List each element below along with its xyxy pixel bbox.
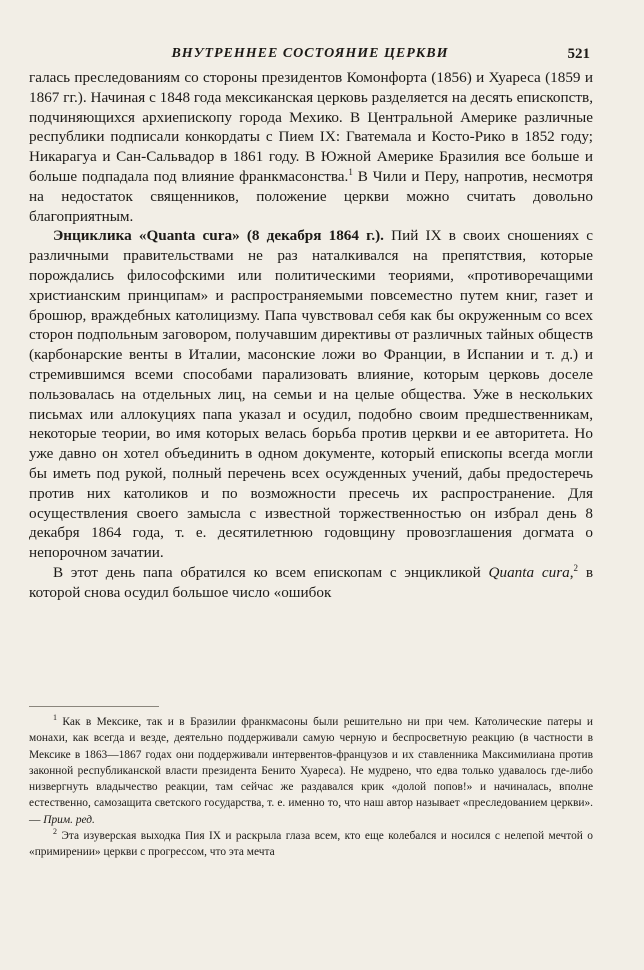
paragraph-2 [29,226,593,563]
paragraph-2-text: Пий IX в своих сношениях с различными правительствами не раз наталкивался на препятствия, которые порождались философскими или политическими теориями, «противоречащими христианским принципам» и распространяемыми повсеместно путем книг, газет и брошюр, враждебных католицизму. Папа чувствовал себя как бы окруженным со всех сторон подпольным заговором, получавшим директивы от различных тайных обществ (карбонарские венты в Италии, масонские ложи во Франции, в Испании и т. д.) и стремившимся всеми способами парализовать влияние, которым церковь доселе пользовалась на отдельных лиц, на семьи и на целые общества. Уже в нескольких письмах или аллокуциях папа указал и осудил, подобно своим предшественникам, некоторые теории, во имя которых велась борьба против церкви и ее авторитета. Но уже давно он хотел объединить в одном документе, который епископы всегда могли бы иметь под рукой, полный перечень всех осужденных учений, дабы предостеречь против них католиков и по возможности пресечь их распространение. Для осуществления своего замысла с известной торжественностью он избрал день 8 декабря 1864 года, т. е. десятилетнюю годовщину провозглашения догмата о непорочном зачатии. [29,227,593,562]
main-text [29,68,593,603]
paragraph-3-text-b: в которой снова осудил большое число «ошибок [29,563,594,601]
footnote-1-signature: Прим. ред. [43,813,95,826]
footnote-1-text: Как в Мексике, так и в Бразилии франкмасоны были решительно ни при чем. Католические патеры и монахи, как всегда и везде, деятельно поддерживали самую черную и беспросветную реакцию (в частности в Мексике в 1863—1867 годах они поддерживали интервентов-французов и их ставленника Максимилиана против законной республиканской власти президента Бенито Хуареса). Не мудрено, что едва только удавалось где-либо низвергнуть владычество реакции, там сейчас же раздавался крик «долой попов!» и начиналась, вполне естественно, самозащита светского государства, т. е. именно то, что наш автор называет «преследованием церкви». — [29,716,593,826]
running-head [30,46,590,66]
paragraph-1-text-a: галась преследованиям со стороны президентов Комонфорта (1856) и Хуареса (1859 и 1867 гг.). Начиная с 1848 года мексиканская церковь разделяется на десять епископств, подчиняющихся архиепископу города Мехико. В Центральной Америке различные республики подписали конкордаты с Пием IX: Гватемала и Косто-Рико в 1852 году; Никарагуа и Сан-Сальвадор в 1861 году. В Южной Америке Бразилия все больше и больше подпадала под влияние франкмасонства. [29,69,593,185]
footnote-1 [29,714,593,828]
encyclical-title: Quanta cura [488,563,570,581]
running-title: ВНУТРЕННЕЕ СОСТОЯНИЕ ЦЕРКВИ [171,46,449,61]
footnote-2-text: Эта изуверская выходка Пия IX и раскрыла глаза всем, кто еще колебался и носился с нелепой мечтой о «примирении» церкви с прогрессом, что эта мечта [29,830,593,859]
footnote-ref-2[interactable]: 2 [573,562,579,573]
footnote-ref-1[interactable]: 1 [348,166,353,177]
footnotes [29,714,593,861]
footnote-1-number: 1 [53,713,57,723]
footnote-2 [29,828,593,861]
section-heading: Энциклика «Quanta cura» (8 декабря 1864 г.). [53,227,384,245]
paragraph-3 [29,563,593,603]
paragraph-1 [29,68,593,226]
page-number: 521 [567,46,590,62]
footnote-divider [29,706,159,707]
footnote-2-number: 2 [53,827,57,837]
paragraph-3-comma: , [569,563,574,581]
paragraph-1-text-b: В Чили и Перу, напротив, несмотря на недостаток священников, положение церкви можно считать довольно благоприятным. [29,167,594,225]
paragraph-3-text-a: В этот день папа обратился ко всем епископам с энцикликой [53,563,489,581]
